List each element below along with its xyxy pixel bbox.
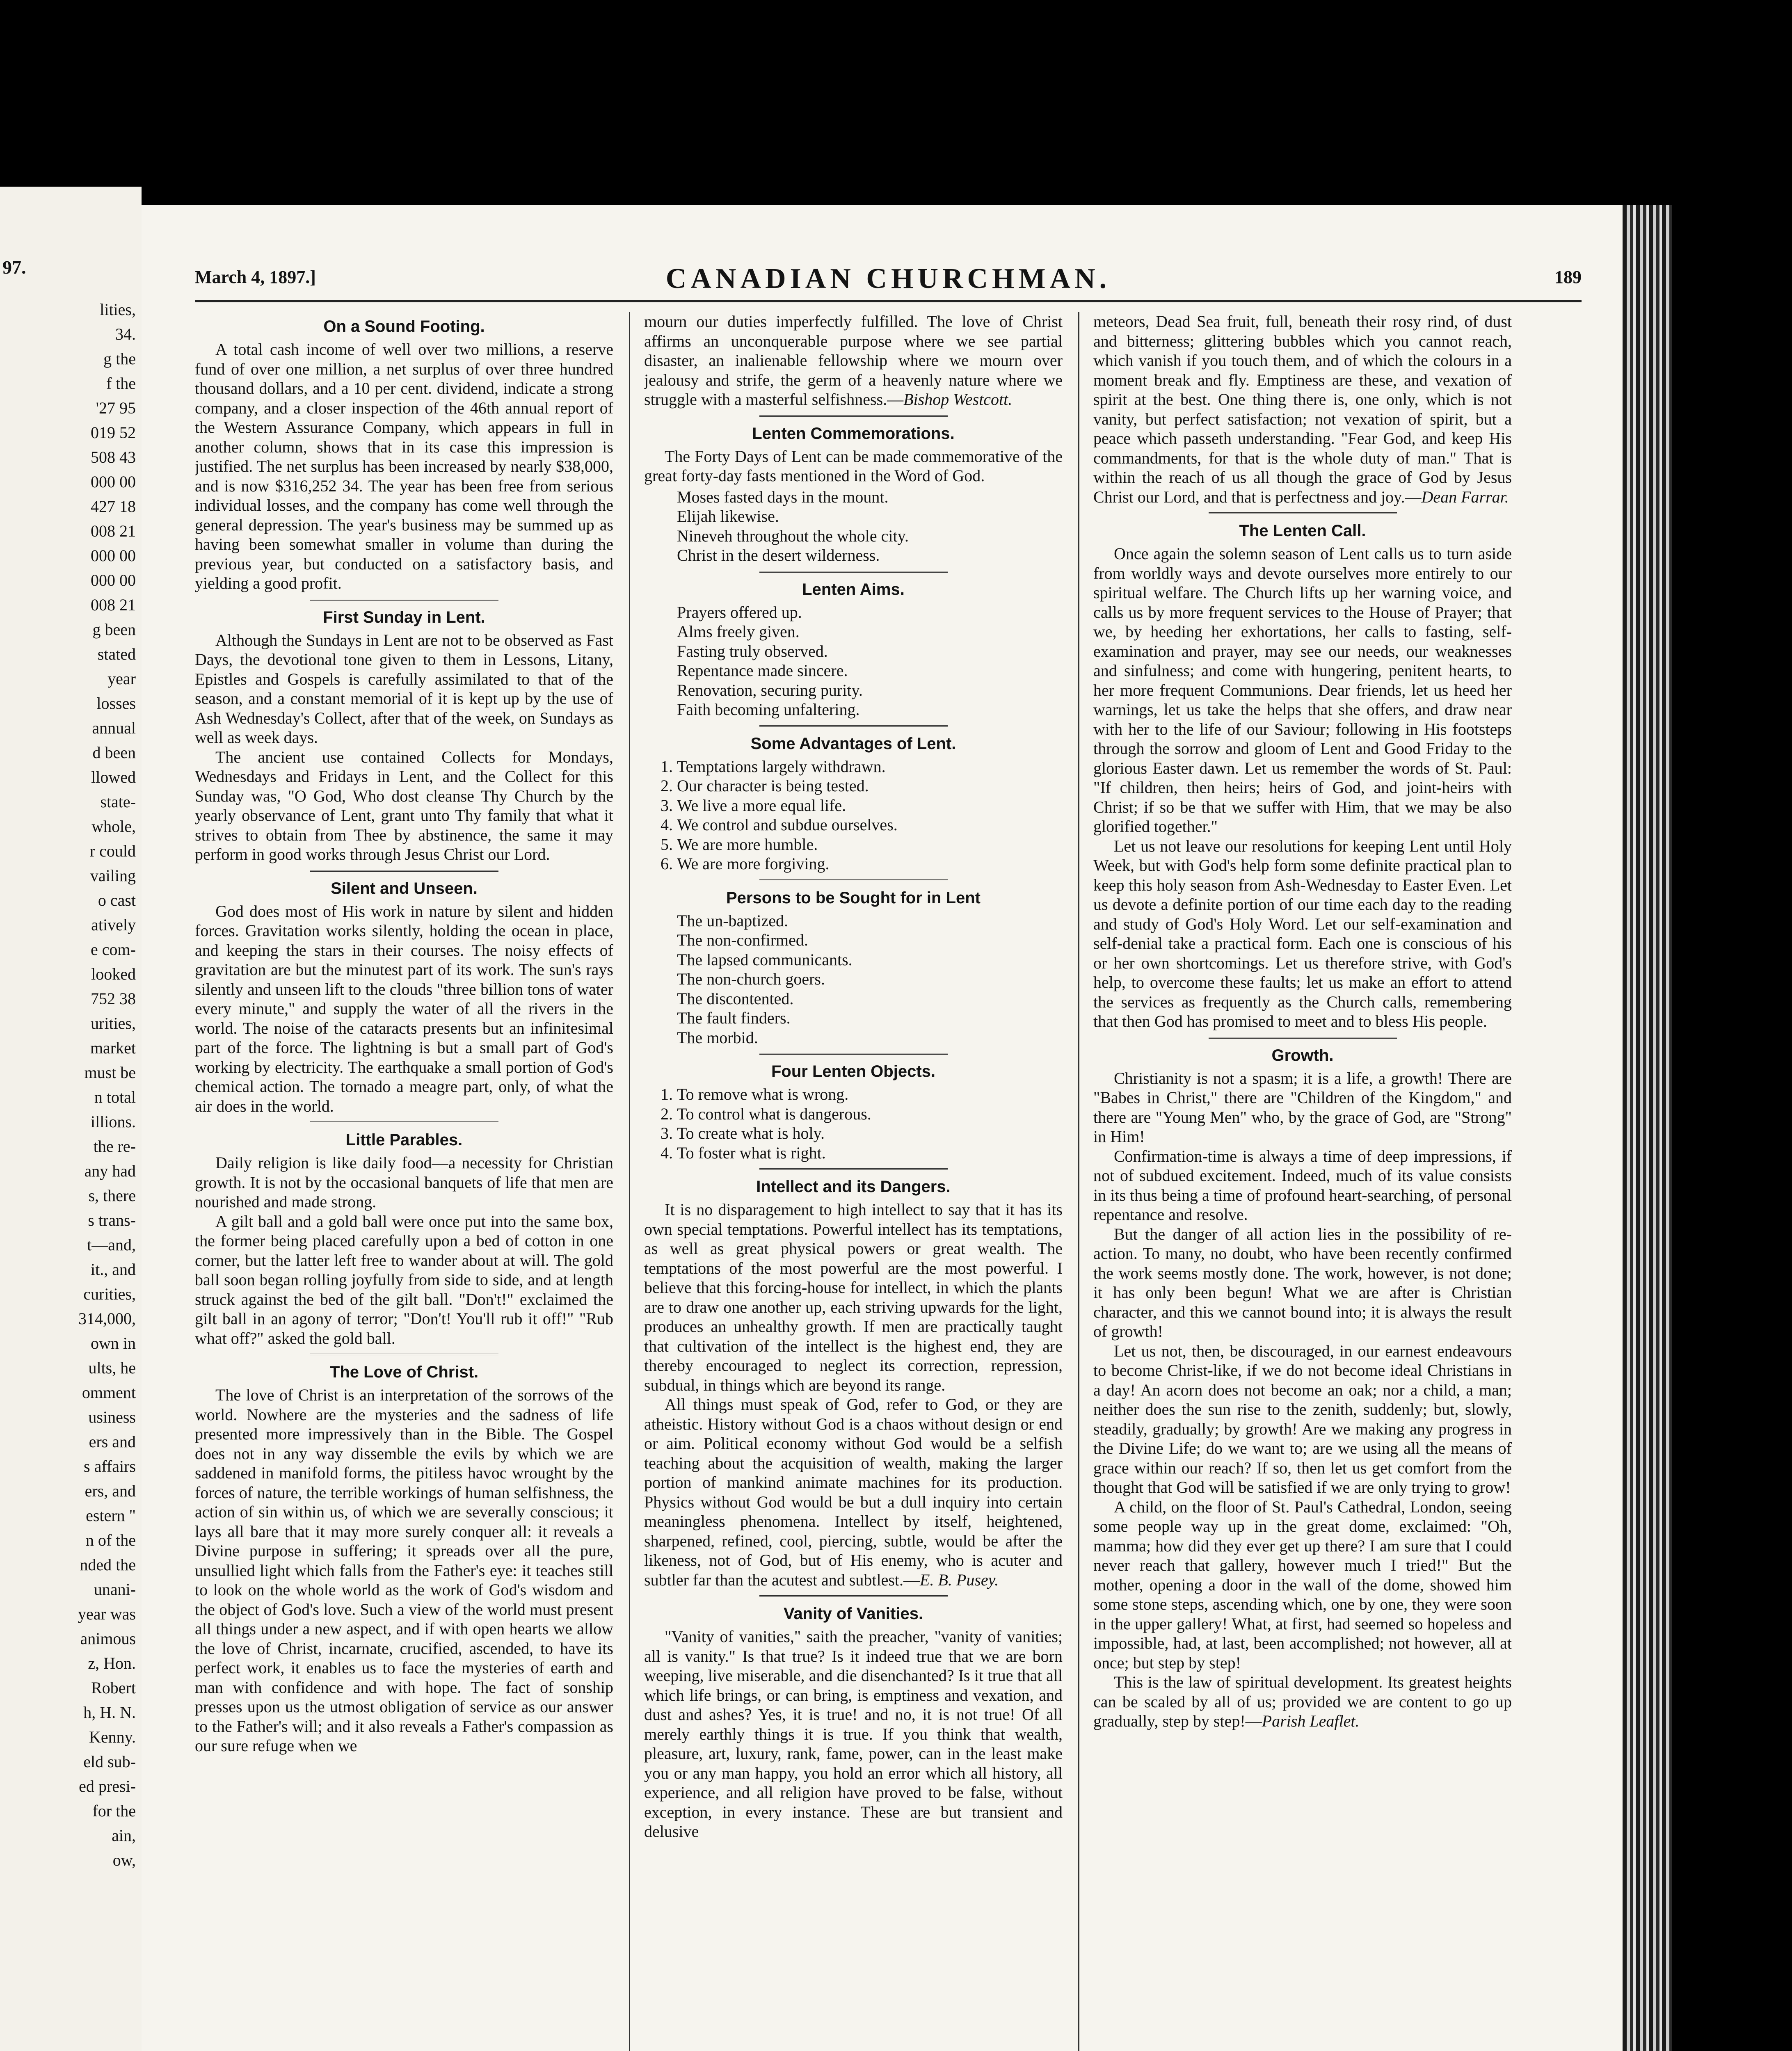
section-divider [1209, 1037, 1397, 1040]
adjacent-page-line: unani- [94, 1580, 136, 1599]
adjacent-page-line: estern " [86, 1506, 136, 1525]
list-item: 2. To control what is dangerous. [677, 1104, 1063, 1124]
article-title: The Lenten Call. [1239, 522, 1366, 540]
list-item: Moses fasted days in the mount. [677, 487, 889, 506]
article-paragraph [644, 312, 1063, 409]
adjacent-page-line: animous [80, 1629, 136, 1648]
article-title: On a Sound Footing. [323, 317, 485, 336]
adjacent-page-line: any had [84, 1162, 136, 1180]
adjacent-page-line: stated [97, 645, 136, 663]
attribution: Dean Farrar. [1421, 487, 1509, 506]
adjacent-page-line: looked [91, 965, 136, 983]
adjacent-page-line: must be [84, 1063, 136, 1082]
list-item: The morbid. [677, 1028, 758, 1047]
adjacent-page-line: ain, [112, 1826, 136, 1845]
article-paragraph [1093, 1672, 1512, 1731]
article-paragraph: It is no disparagement to high intellect to say that it has its own special temptations. Powerful intellect has its temptations, as well as great physical powers or great wealth. The temptations of the most powerful are the most powerful. I believe that this forcing-house for intellect, in which the plants are to draw one another up, each striving upwards for the light, produces an unhealthy growth. If men are practically taught that cultivation of the intellect is the highest end, they are thereby encouraged to neglect its correction, repression, subdual, in things which are beyond its range. [644, 1200, 1063, 1394]
article-title: First Sunday in Lent. [323, 608, 485, 626]
section-divider [759, 571, 948, 574]
article-paragraph: Daily religion is like daily food—a necessity for Christian growth. It is not by the occasional banquets of life that men are nourished and made strong. [195, 1153, 613, 1211]
list-item: Nineveh throughout the whole city. [677, 526, 909, 545]
adjacent-page-line: eld sub- [83, 1752, 136, 1771]
page-binding-edge [1623, 205, 1672, 2051]
adjacent-page-line: usiness [88, 1408, 136, 1426]
adjacent-page-line: n total [94, 1088, 136, 1106]
column-divider [1078, 312, 1079, 2051]
adjacent-page-line: llowed [91, 768, 136, 786]
paragraph-text: All things must speak of God, refer to God, or they are atheistic. History without God is a chaos without design or end or aim. Political economy without God would be a selfish teaching about the acquisition of wealth, making the larger portion of mankind animate machines for its production. Physics without God would be but a dull inquiry into certain meaningless phenomena. Intellect by itself, heightened, sharpened, refined, cool, piercing, subtle, would be after the likeness, not of God, but of His enemy, who is acuter and subtler far than the acutest and subtlest.— [644, 1395, 1063, 1589]
list-item: Alms freely given. [677, 622, 800, 641]
adjacent-page-line: urities, [91, 1014, 136, 1032]
adjacent-page-line: the re- [93, 1137, 136, 1156]
adjacent-page-line: Kenny. [89, 1728, 136, 1746]
adjacent-page-line: h, H. N. [83, 1703, 136, 1722]
adjacent-page-strip [0, 187, 142, 2051]
article-paragraph: Although the Sundays in Lent are not to be observed as Fast Days, the devotional tone given to them in Lessons, Litany, Epistles and Gospels is carefully assimilated to that of the season, and a constant memorial of it is kept up by the use of Ash Wednesday's Collect, after that of the week, on Sundays as well as week days. [195, 630, 613, 747]
adjacent-page-line: 34. [115, 325, 136, 343]
header-rule [195, 300, 1582, 302]
objects-list [644, 1085, 1063, 1163]
article-paragraph: A gilt ball and a gold ball were once put into the same box, the former being placed carefully upon a bed of cotton in one corner, but the latter left free to wander about at will. The gold ball soon began rolling joyfully from side to side, and at length struck against the bed of the gilt ball. "Don't!" exclaimed the gilt ball in an agony of terror; "Don't! You'll rub it off!" "Rub what off?" asked the gold ball. [195, 1212, 613, 1348]
article-paragraph: Let us not leave our resolutions for keeping Lent until Holy Week, but with God's help form some definite practical plan to keep this holy season from Ash-Wednesday to Easter Even. Let us devote a definite portion of our time each day to the reading and study of God's Holy Word. Let our self-examination and self-denial take a practical form. Each one is conscious of his or her own shortcomings. Let us therefore strive, with God's help, to overcome these faults; let us make an effort to attend the services as frequently as the Church calls, remembering that then God has promised to meet and to bless His people. [1093, 836, 1512, 1030]
section-divider [759, 1053, 948, 1056]
list-item: 4. We control and subdue ourselves. [677, 815, 1063, 835]
adjacent-page-line: t—and, [87, 1236, 136, 1254]
attribution: Parish Leaflet. [1262, 1712, 1360, 1730]
adjacent-page-line: 000 00 [91, 473, 136, 491]
list-item: 4. To foster what is right. [677, 1143, 1063, 1163]
section-divider [759, 1595, 948, 1598]
adjacent-page-line: d been [92, 743, 136, 762]
article-title: Silent and Unseen. [331, 879, 478, 898]
aims-list [644, 603, 1063, 719]
section-divider [759, 1168, 948, 1171]
section-divider [759, 415, 948, 418]
adjacent-page-line: Robert [91, 1679, 136, 1697]
list-item: The non-confirmed. [677, 931, 808, 949]
adjacent-page-line: ers, and [85, 1482, 136, 1500]
adjacent-page-line: 008 21 [91, 596, 136, 614]
adjacent-page-line: o cast [98, 891, 136, 909]
list-item: 6. We are more forgiving. [677, 854, 1063, 874]
commemoration-list [644, 487, 1063, 565]
adjacent-page-line: own in [91, 1334, 136, 1352]
article-paragraph [1093, 312, 1512, 507]
attribution: E. B. Pusey. [920, 1570, 999, 1589]
section-divider [310, 1121, 498, 1124]
adjacent-page-line: 314,000, [78, 1309, 136, 1328]
adjacent-page-line: n of the [85, 1531, 136, 1549]
advantages-list [644, 757, 1063, 874]
adjacent-page-line: annual [92, 719, 136, 737]
list-item: 1. Temptations largely withdrawn. [677, 757, 1063, 777]
adjacent-page-line: 000 00 [91, 546, 136, 565]
adjacent-page-line: lities, [100, 300, 136, 319]
article-title: Growth. [1271, 1046, 1334, 1064]
masthead-title: CANADIAN CHURCHMAN. [665, 263, 1111, 295]
adjacent-page-line: for the [92, 1802, 136, 1820]
article-paragraph: A total cash income of well over two millions, a reserve fund of over one million, a net surplus of over three hundred thousand dollars, and a 10 per cent. dividend, indicate a strong company, and a closer inspection of the 46th annual report of the Western Assurance Company, which appears in full in another column, shows that in its case this impression is justified. The net surplus has been increased by nearly $38,000, and is now $316,252 34. The year has been free from serious individual losses, and the company has come well through the general depression. The year's business may be summed up as having been somewhat smaller in volume than during the previous year, but conducted on a satisfactory basis, and yielding a good profit. [195, 340, 613, 592]
adjacent-page-line: s, there [88, 1186, 136, 1205]
article-paragraph [644, 1395, 1063, 1590]
column-1 [195, 312, 613, 2051]
section-divider [1209, 512, 1397, 515]
list-item: Prayers offered up. [677, 603, 802, 621]
article-paragraph: The Forty Days of Lent can be made commemorative of the great forty-day fasts mentioned in the Word of God. [644, 447, 1063, 485]
article-title: The Love of Christ. [329, 1363, 479, 1381]
article-title: Intellect and its Dangers. [756, 1178, 951, 1196]
list-item: Faith becoming unfaltering. [677, 700, 860, 719]
list-item: The discontented. [677, 989, 794, 1008]
adjacent-page-line: z, Hon. [88, 1654, 136, 1672]
section-divider [310, 870, 498, 873]
adjacent-page-line: curities, [83, 1285, 136, 1303]
adjacent-page-line: atively [91, 916, 136, 934]
column-3 [1093, 312, 1512, 2051]
adjacent-page-line: 508 43 [91, 448, 136, 466]
list-item: The un-baptized. [677, 911, 788, 930]
article-title: Vanity of Vanities. [783, 1605, 923, 1623]
adjacent-page-number: 97. [2, 257, 26, 278]
section-divider [759, 725, 948, 728]
paragraph-text: meteors, Dead Sea fruit, full, beneath their rosy rind, of dust and bitterness; glittering bubbles which you cannot reach, which vanish if you touch them, and of which the colours in a moment break and fly. Emptiness are these, and vexation of spirit at the best. One thing there is, one only, which is not vanity, but perfect satisfaction; not vexation of spirit, but a peace which passeth understanding. "Fear God, and keep His commandments, for that is the whole duty of man." That is within the reach of us all though the grace of God by Jesus Christ our Lord, and that is perfectness and joy.— [1093, 312, 1512, 506]
list-item: The fault finders. [677, 1009, 791, 1027]
attribution: Bishop Westcott. [903, 390, 1013, 409]
list-item: 3. To create what is holy. [677, 1124, 1063, 1143]
adjacent-page-line: 752 38 [91, 989, 136, 1008]
paragraph-text: This is the law of spiritual development. Its greatest heights can be scaled by all of us; provided we are content to go up gradually, step by step!— [1093, 1673, 1512, 1730]
article-title: Some Advantages of Lent. [750, 734, 956, 753]
newspaper-page [142, 205, 1672, 2051]
article-paragraph: Once again the solemn season of Lent calls us to turn aside from worldly ways and devote ourselves more entirely to our spiritual welfare. The Church lifts up her warning voice, and calls us by more frequent services to the House of Prayer; that we, by heeding her exhortations, her calls to fasting, self-examination and prayer, may see our needs, our weaknesses and sinfulness; and come with hungering, penitent hearts, to her more frequent Communions. Dear friends, let us heed her warnings, let us take the helps that she offers, and draw near with her to the life of our Saviour; following in His footsteps through the sorrow and gloom of Lent and Good Friday to the glorious Easter dawn. Let us remember the words of St. Paul: "If children, then heirs; heirs of God, and joint-heirs with Christ; if so be that we suffer with Him, that we may be also glorified together." [1093, 544, 1512, 836]
adjacent-page-line: ed presi- [79, 1777, 136, 1795]
adjacent-page-line: year was [78, 1605, 136, 1623]
issue-date: March 4, 1897.] [195, 267, 316, 287]
adjacent-page-line: g been [92, 620, 136, 639]
article-paragraph: "Vanity of vanities," saith the preacher, "vanity of vanities; all is vanity." Is that true? Is it indeed true that we are born weeping, live miserable, and die disenchanted? Is it true that all which life brings, or can bring, is emptiness and vexation, and dust and ashes? Yes, it is true! and no, it is not true! Of all merely earthly things it is true. If you think that wealth, pleasure, art, luxury, rank, fame, power, can in the least make you or any man happy, you hold an error which all history, all experience, and all religion have proved to be false, without exception, in every instance. These are but transient and delusive [644, 1627, 1063, 1841]
persons-list [644, 911, 1063, 1048]
adjacent-page-line: 427 18 [91, 497, 136, 516]
adjacent-page-line: '27 95 [96, 399, 136, 417]
section-divider [310, 599, 498, 602]
adjacent-page-line: f the [106, 374, 136, 393]
article-paragraph: God does most of His work in nature by silent and hidden forces. Gravitation works silently, holding the ocean in place, and keeping the stars in their courses. The noisy effects of gravitation are but the minutest part of its work. The sun's rays silently and unseen lift to the clouds "three billion tons of water every minute," and supply the water of all the rivers in the world. The noise of the cataracts presents but an infinitesimal part of the force. The lightning is but a small part of God's working by electricity. The earthquake a small portion of God's chemical action. The tornado a meagre part, only, of what the air does in the world. [195, 902, 613, 1115]
article-paragraph: Let us not, then, be discouraged, in our earnest endeavours to become Christ-like, if we do not become ideal Christians in a day! An acorn does not become an oak; nor a child, a man; neither does the sun rise to the zenith, suddenly; but, slowly, steadily, gradually; by growth! Are we making any progress in the Divine Life; do we want to; are we using all the means of grace within our reach? If so, then let us get comfort from the thought that God will be satisfied if we are only trying to grow! [1093, 1341, 1512, 1496]
paragraph-text: mourn our duties imperfectly fulfilled. The love of Christ affirms an unconquerable purpose where we see partial disaster, an inalienable fellowship where we mourn over jealousy and strife, the germ of a heavenly nature where we struggle with a masterful selfishness.— [644, 312, 1063, 409]
article-title: Persons to be Sought for in Lent [726, 888, 981, 907]
adjacent-page-line: losses [96, 694, 136, 713]
list-item: Repentance made sincere. [677, 661, 848, 680]
list-item: The lapsed communicants. [677, 950, 853, 969]
article-title: Lenten Commemorations. [752, 424, 955, 443]
list-item: Fasting truly observed. [677, 642, 828, 660]
adjacent-page-line: year [107, 669, 136, 688]
adjacent-page-line: vailing [90, 866, 136, 885]
adjacent-page-line: s affairs [84, 1457, 136, 1475]
adjacent-page-line: 000 00 [91, 571, 136, 589]
adjacent-page-line: whole, [91, 817, 136, 836]
article-paragraph: Christianity is not a spasm; it is a life, a growth! There are "Babes in Christ," there are "Children of the Kingdom," and there are "Young Men" who, by the grace of God, are "Strong" in Him! [1093, 1069, 1512, 1146]
section-divider [310, 1354, 498, 1357]
list-item: 1. To remove what is wrong. [677, 1085, 1063, 1104]
list-item: 3. We live a more equal life. [677, 796, 1063, 815]
adjacent-page-line: illions. [90, 1112, 136, 1131]
article-paragraph: A child, on the floor of St. Paul's Cathedral, London, seeing some people way up in the great dome, exclaimed: "Oh, mamma; how did they ever get up there? I am sure that I could never reach that gallery, however much I tried!" But the mother, opening a door in the wall of the dome, showed him some stone steps, ascending which, one by one, they were soon in the upper gallery! What, at first, had seemed so hopeless and impossible, had, at last, been accomplished; not however, all at once; but step by step! [1093, 1497, 1512, 1672]
adjacent-page-line: 008 21 [91, 522, 136, 540]
adjacent-page-line: r could [89, 842, 136, 860]
adjacent-page-line: omment [82, 1383, 136, 1402]
adjacent-page-line: ers and [89, 1432, 136, 1451]
list-item: 2. Our character is being tested. [677, 776, 1063, 796]
article-paragraph: But the danger of all action lies in the possibility of re-action. To many, no doubt, who have been recently confirmed the work seems mostly done. The work, however, is not done; it has only been begun! What we are after is Christian character, and this we cannot bound into; it is always the result of growth! [1093, 1224, 1512, 1341]
list-item: The non-church goers. [677, 970, 825, 988]
section-divider [759, 879, 948, 882]
adjacent-page-line: nded the [80, 1555, 136, 1574]
list-item: Renovation, securing purity. [677, 681, 863, 699]
adjacent-page-line: ults, he [88, 1359, 136, 1377]
adjacent-page-line: g the [103, 349, 136, 368]
adjacent-page-line: market [90, 1039, 136, 1057]
article-paragraph: Confirmation-time is always a time of deep impressions, if not of subdued excitement. Indeed, much of its value consists in its thus being a time of profound heart-searching, of personal repentance and resolve. [1093, 1147, 1512, 1224]
list-item: Elijah likewise. [677, 507, 779, 525]
article-title: Little Parables. [345, 1131, 463, 1149]
adjacent-page-line: ow, [112, 1851, 136, 1869]
list-item: Christ in the desert wilderness. [677, 546, 880, 564]
adjacent-page-line: s trans- [88, 1211, 136, 1229]
column-2 [644, 312, 1063, 2051]
column-divider [629, 312, 630, 2051]
adjacent-page-line: it., and [91, 1260, 136, 1279]
article-paragraph: The love of Christ is an interpretation of the sorrows of the world. Nowhere are the mysteries and the sadness of life presented more impressively than in the Bible. The Gospel does not in any way dissemble the evils by which we are saddened in manifold forms, the pitiless havoc wrought by the forces of nature, the terrible workings of human selfishness, the action of sin within us, of which we are severally conscious; it lays all bare that it may more surely conquer all: it reveals a Divine purpose in suffering; it spreads over all the pure, unsullied light which falls from the Father's eye: it teaches still to look on the whole world as the work of God's wisdom and the object of God's love. Such a view of the world must present all things under a new aspect, and if with open hearts we allow the love of Christ, incarnate, crucified, ascended, to have its perfect work, it enables us to face the mysteries of earth and man with confidence and with hope. The fact of sonship presses upon us the utmost obligation of service as our answer to the Father's will; and it also reveals a Father's compassion as our sure refuge when we [195, 1386, 613, 1755]
page-header [195, 263, 1582, 295]
list-item: 5. We are more humble. [677, 835, 1063, 854]
adjacent-page-line: e com- [91, 940, 136, 959]
page-number: 189 [1554, 267, 1582, 287]
article-title: Four Lenten Objects. [771, 1062, 936, 1080]
article-title: Lenten Aims. [802, 580, 905, 598]
adjacent-page-line: state- [100, 793, 136, 811]
adjacent-page-line: 019 52 [91, 423, 136, 442]
article-paragraph: The ancient use contained Collects for Mondays, Wednesdays and Fridays in Lent, and the Collect for this Sunday was, "O God, Who dost cleanse Thy Church by the yearly observance of Lent, grant unto Thy family that what it strives to obtain from Thee by abstinence, the same it may perform in good works through Jesus Christ our Lord. [195, 747, 613, 863]
